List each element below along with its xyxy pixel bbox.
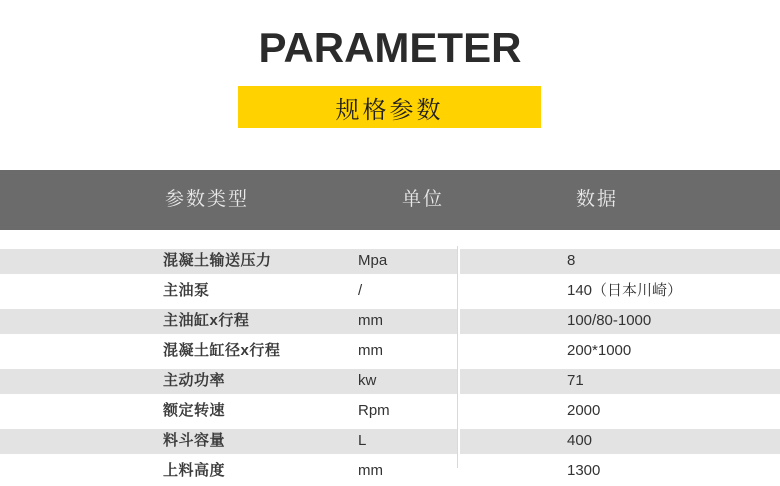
param-name: 主动功率: [163, 372, 226, 389]
table-header-row: [0, 170, 780, 230]
table-row: [0, 336, 780, 366]
col-header-data: 数据: [576, 189, 619, 210]
param-unit: mm: [358, 342, 383, 359]
param-name: 上料高度: [163, 462, 226, 479]
param-unit: L: [358, 432, 367, 449]
param-value: 200*1000: [567, 342, 632, 359]
col-header-unit: 单位: [402, 189, 445, 210]
table-row: [0, 456, 780, 486]
param-value: 71: [567, 372, 584, 389]
table-row: [0, 366, 780, 396]
spec-badge-label: 规格参数: [335, 96, 444, 124]
param-name: 主油泵: [163, 282, 210, 299]
param-name: 额定转速: [163, 402, 226, 419]
table-row: [0, 306, 780, 336]
param-value: 2000: [567, 402, 601, 419]
param-value: 1300: [567, 462, 601, 479]
param-value: 140（日本川崎）: [567, 282, 683, 299]
page-title: PARAMETER: [258, 24, 522, 71]
param-unit: mm: [358, 462, 383, 479]
param-name: 主油缸x行程: [163, 312, 250, 329]
column-divider: [457, 246, 460, 468]
param-unit: Mpa: [358, 252, 388, 269]
parameter-table: [0, 246, 780, 479]
param-value: 8: [567, 252, 576, 269]
col-header-parameter-type: 参数类型: [165, 189, 250, 210]
table-row: [0, 246, 780, 276]
param-unit: kw: [358, 372, 377, 389]
spec-badge: [238, 86, 541, 128]
table-row: [0, 396, 780, 426]
param-value: 400: [567, 432, 593, 449]
param-name: 混凝土输送压力: [163, 252, 272, 269]
table-row: [0, 426, 780, 456]
param-unit: /: [358, 282, 363, 299]
param-unit: mm: [358, 312, 383, 329]
param-name: 混凝土缸径x行程: [163, 342, 281, 359]
param-value: 100/80-1000: [567, 312, 652, 329]
param-unit: Rpm: [358, 402, 390, 419]
param-name: 料斗容量: [163, 432, 226, 449]
table-row: [0, 276, 780, 306]
